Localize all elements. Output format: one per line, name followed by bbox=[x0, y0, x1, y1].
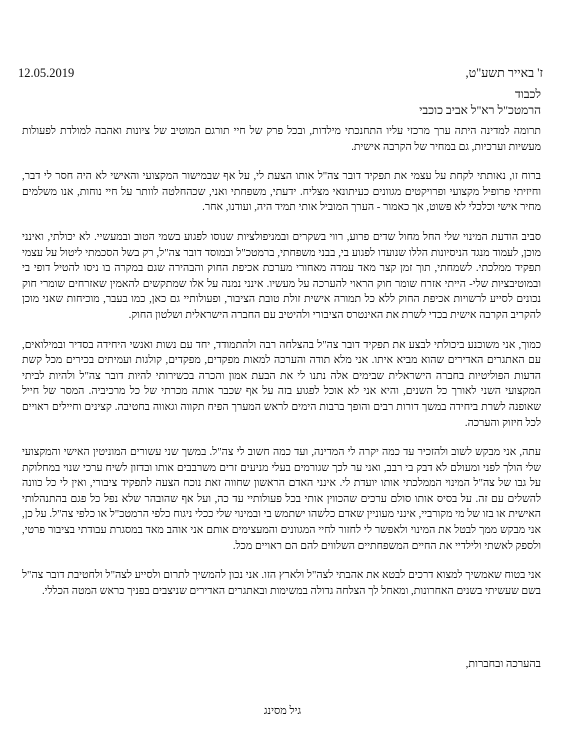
body-paragraph: אני בטוח שאמשיך למצוא דרכים לבטא את אהבתי לצה"ל ולארץ הזו. אני נכון להמשיך לתרום ולסייע לצה"ל ולחטיבת דובר צה"ל בשם שעשיתי בשנים האחרונות, ומאחל לך הצלחה גדולה במשימות ובאתגרים האדירים שניצבים בפניך כראש המטה הכללי. bbox=[22, 569, 541, 597]
body-paragraph: סביב הודעת המינוי שלי החל מחול שדים פרוע, רווי בשקרים ובמניפולציות שנוסו לפגוע בשמי הטוב ובמעשיי. לא יכולתי, ואינני מוכן, לעמוד מנגד הניסיונות הללו שנועדו לפגוע בי, בבני משפחתי, ברמטכ"ל ובמוסד דובר צה"ל, רק בשל הסכמתי ליטול על עצמי תפקיד ממלכתי. לשמחתי, תוך זמן קצר מאד עמדה מאחורי מערכת אכיפת החוק והבהירה שגם במקרה בו ניסו להטיל דופי בי ובמוטיבציות שלי- הייתי אזרח שומר חוק הראוי להערכה על מעשיו. אינני נמנה על אלו שמתקשים להאמין שאזרחים שומרי חוק נכונים לסייע לרשויות אכיפת החוק ללא כל תמורה אישית זולת טובת הציבור, ופעולותיי גם כאן, כמו בעבר, מוכיחות שאני מוכן להקריב הקרבה אישית בכדי לשרת את האינטרס הציבורי ולהיטיב עם החברה הישראלית ושלטון החוק. bbox=[22, 230, 541, 321]
body-paragraph: כמוך, אני משוכנע ביכולתי לבצע את תפקיד דובר צה"ל בהצלחה רבה ולהתמודד, יחד עם נשות ואנשי היחידה בסדיר ובמילואים, עם האתגרים האדירים שהוא מביא איתו. אני מלא תודה והערכה למאות מפקדים, מפקדים, קולגות ועמיתים בכירים מכל קשת הדעות הפוליטיות בחברה הישראלית שבימים אלה נתנו לי את הבעת אמון והכרה בכשירותי להיות דובר צה"ל ולהיות לביתי המקצועי השני לאורך כל השנים, והיא אני לא אוכל לפגוע בזה על אף שכבר אותה מכרתי של כל מרכיביה. המסר של חייל שאופנה לשרת ביחידה במשך דורות רבים והופך ברבות הימים לראש המערך הפיח תקווה וגאווה בחטיבה. קצינים וחיילים ראויים לכל חיזוק והערכה. bbox=[22, 338, 541, 429]
closing-line: בהערכה ובחברות, bbox=[465, 658, 541, 670]
letter-header bbox=[18, 66, 543, 84]
hebrew-date: ז' באייר תשע"ט, bbox=[465, 66, 543, 80]
addressee-name: הרמטכ"ל רא"ל אביב כוכבי bbox=[419, 103, 541, 117]
body-paragraph: עתה, אני מבקש לשוב ולהזכיר עד כמה יקרה לי המדינה, ועד כמה חשוב לי צה"ל. במשך שני עשורים המוניטין האישי והמקצועי שלי הולך לפני ומעולם לא דבק בי רבב, ואני ער לכך שגורמים בעלי מניעים זרים משרבבים אותו ובדזון לשיח ערכי שנוי במחלוקת על גבו של צה"ל המינוי הממלכתי אותו יועדת לי. אינני האדם הראשון שחווה זאת נוכח הצעה לתפקיד ציבורי, ואין לי כל כוונה להשלים עם זה. על בסיס אותו סולם ערכים שהכווין אותי בכל פעולותיי עד כה, ועל אף שהובהר שלא נפל כל פגם בהתנהלותי האישית או בזו של מי מקורביי, אינני מעוניין שאדם כלשהו ישתמש בי ובמינוי שלי ככלי ניגוח כלפי הרמטכ"ל או כלפי צה"ל. על כן, אני מבקש ממך לבטל את המינוי ולאפשר לי לחזור לחיי המגוונים והמעצימים אותם אני אוהב מאד במסגרת עבודתי בציבור פרטי, ולספק לאשתי ולילדיי את החיים המשפחתיים השלווים להם הם ראויים מכל. bbox=[22, 446, 541, 552]
signature-name: גיל מסינג bbox=[263, 705, 302, 717]
body-paragraph: ברוח זו, נאותתי לקחת על עצמי את תפקיד דובר צה"ל אותו הצעת לי, על אף שבמישור המקצועי והאישי לא היה חסר לי דבר, וחיזיתי פרופיל מקצועי ופרויקטים מגוונים כעיתונאי מצליח. ידעתי, משפחתי ואני, שכהחלטה לוותר על חיי נוחות, אנו משלמים מחיר אישי וכלכלי לא פשוט, אך כאמור - הערך המוביל אותי תמיד היה, ועודנו, אחר. bbox=[22, 170, 541, 214]
addressee-salutation: לכבוד bbox=[514, 87, 541, 101]
addressee-block bbox=[419, 86, 541, 118]
gregorian-date: 12.05.2019 bbox=[18, 66, 75, 80]
letter-body bbox=[22, 124, 541, 613]
body-paragraph: תרומה למדינה היתה ערך מרכזי עליו התחנכתי מילדות, ובכל פרק של חיי תורגם המוטיב של ציונות ואהבה למולדת לפעולות מעשיות וערכיות, גם במחיר של הקרבה אישית. bbox=[22, 125, 541, 153]
